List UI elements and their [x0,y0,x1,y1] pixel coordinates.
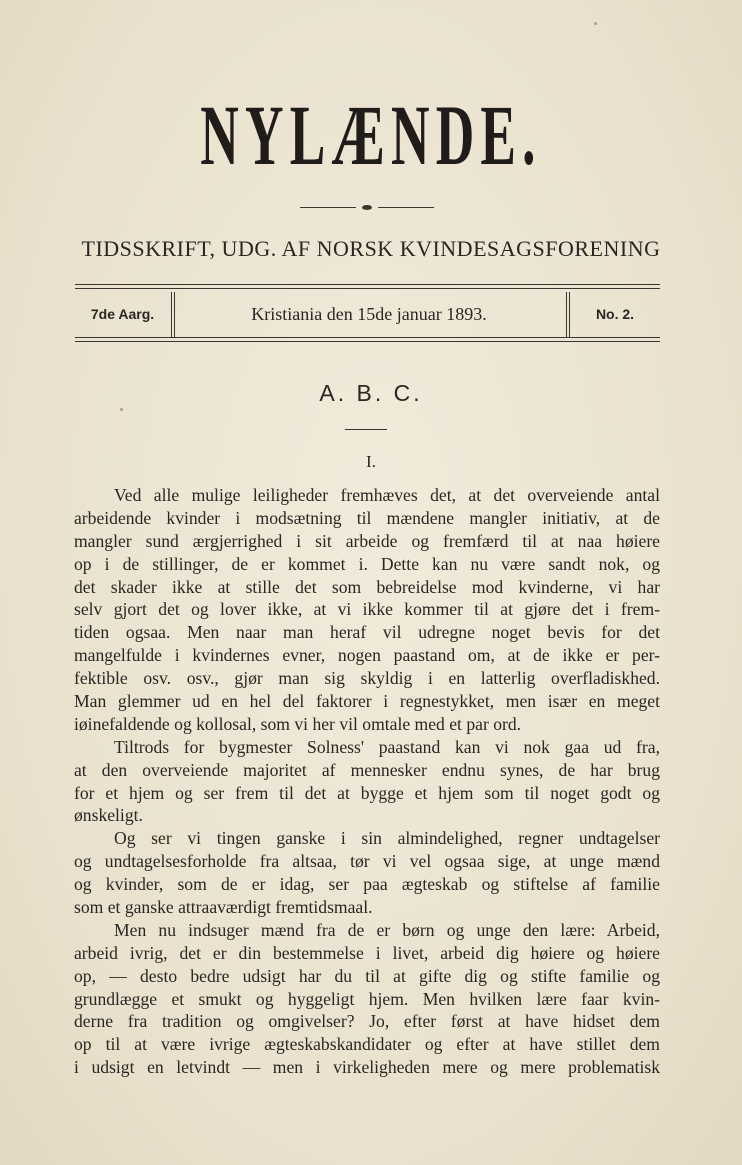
masthead-title: NYLÆNDE. [200,87,542,183]
masthead-subtitle: TIDSSKRIFT, UDG. AF NORSK KVINDESAGSFORENING [81,236,661,261]
text-line: for et hjem og ser frem til det at bygge et hjem som til noget godt og [74,782,660,803]
section-number: I. [366,452,376,471]
issue-number: No. 2. [595,306,635,322]
text-line: op, — desto bedre udsigt har du til at gifte dig og stifte familie og [74,965,660,986]
issue-dateline: Kristiania den 15de januar 1893. [251,304,487,324]
header-rule-bottom-outer [75,341,660,342]
text-line: Men nu indsuger mænd fra de er børn og unge den lære: Arbeid, [114,919,660,940]
text-line: arbeidende kvinder i modsætning til mændene mangler initiativ, at de [74,507,660,528]
text-line: tiden ogsaa. Men naar man heraf vil udregne noget bevis for det [74,622,660,643]
ornament-divider [300,205,434,211]
text-line: op til at være ivrige ægteskabskandidater og efter at have stillet dem [74,1034,660,1055]
paper-speck [594,22,597,25]
text-line: fektible osv. osv., gjør man sig skyldig i en latterlig overfladiskhed. [74,668,660,689]
text-line: mangelfulde i kvindernes evner, nogen paastand om, at de ikke er per- [74,645,660,666]
text-line: Og ser vi tingen ganske i sin almindelighed, regner undtagelser [114,828,660,849]
header-rule-top [75,284,660,285]
text-line: iøinefaldende og kollosal, som vi her vil omtale med et par ord. [74,713,522,734]
issue-info-bar [75,292,660,336]
text-line: Tiltrods for bygmester Solness' paastand kan vi nok gaa ud fra, [114,736,660,757]
volume-label: 7de Aarg. [90,306,155,322]
text-line: derne fra tradition og omgivelser? Jo, efter først at have hidset dem [74,1011,660,1032]
header-rule-bottom [75,337,660,338]
article-body [74,484,660,1079]
title-rule [345,429,387,430]
text-line: grundlægge et smukt og hyggeligt hjem. Men hvilken lære faar kvin- [74,988,660,1009]
text-line: arbeid ivrig, det er din bestemmelse i livet, arbeid dig høiere og høiere [74,942,660,963]
text-line: Man glemmer ud en hel del faktorer i regnestykket, men især en meget [74,691,660,712]
paper-speck [120,408,123,411]
text-line: selv gjort det og lover ikke, at vi ikke kommer til at gjøre det i frem- [74,599,660,620]
text-line: i udsigt en letvindt — men i virkeligheden mere og mere problematisk [74,1057,660,1078]
text-line: som et ganske attraaværdigt fremtidsmaal. [74,897,373,918]
text-line: det skader ikke at stille det som bebreidelse mod kvinderne, vi har [74,576,660,597]
column-divider [171,292,172,338]
text-line: mangler sund ærgjerrighed i sit arbeide og fremfærd til at naa høiere [74,530,660,551]
article-title: A. B. C. [319,380,423,406]
text-line: og kvinder, som de er idag, ser paa ægteskab og stiftelse af familie [74,874,660,895]
column-divider [566,292,567,338]
text-line: op i de stillinger, de er kommet i. Dette kan nu være sandt nok, og [74,553,660,574]
text-line: ønskeligt. [74,805,143,826]
text-line: at den overveiende majoritet af mennesker endnu synes, de har brug [74,759,660,780]
header-rule-top-inner [75,288,660,289]
text-line: og undtagelsesforholde fra altsaa, tør vi vel ogsaa sige, at unge mænd [74,851,660,872]
text-line: Ved alle mulige leiligheder fremhæves det, at det overveiende antal [114,485,660,505]
